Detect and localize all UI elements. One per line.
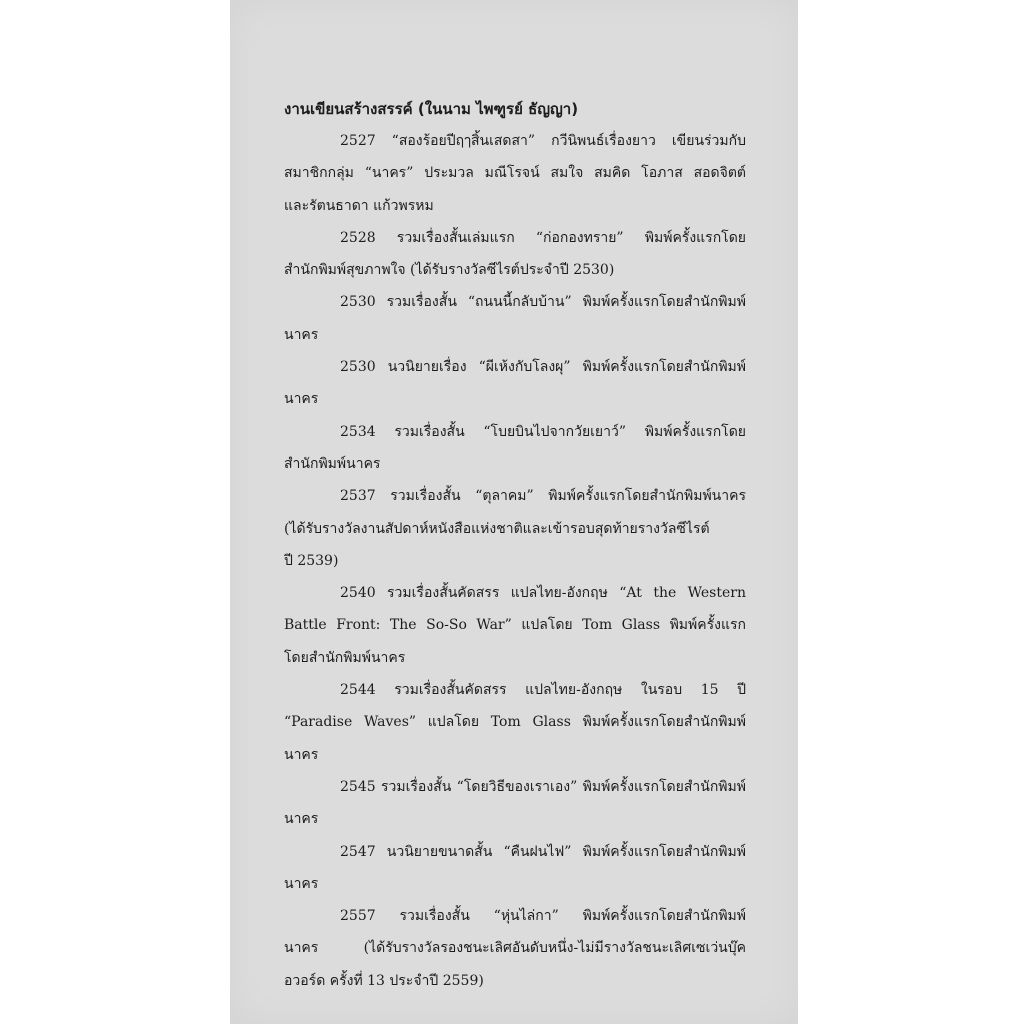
entry-line: 2537 รวมเรื่องสั้น “ตุลาคม” พิมพ์ครั้งแรกโดยสำนักพิมพ์นาคร: [340, 488, 746, 505]
section-heading: งานเขียนสร้างสรรค์ (ในนาม ไพฑูรย์ ธัญญา): [284, 100, 579, 118]
entry-line: โดยสำนักพิมพ์นาคร: [284, 649, 406, 666]
bibliography-entry: [284, 416, 746, 481]
bibliography-entry: [284, 125, 746, 222]
bibliography-entry: [284, 771, 746, 836]
entry-line: นาคร: [284, 746, 319, 763]
entry-line: Battle Front: The So-So War” แปลโดย Tom Glass พิมพ์ครั้งแรก: [284, 617, 746, 634]
entry-line: สมาชิกกลุ่ม “นาคร” ประมวล มณีโรจน์ สมใจ สมคิด โอภาส สอดจิตต์: [284, 165, 746, 182]
entry-line: นาคร (ได้รับรางวัลรองชนะเลิศอันดับหนึ่ง-ไม่มีรางวัลชนะเลิศเซเว่นบุ๊ค: [284, 940, 746, 957]
entry-line: 2540 รวมเรื่องสั้นคัดสรร แปลไทย-อังกฤษ “At the Western: [340, 585, 746, 602]
entry-line: 2557 รวมเรื่องสั้น “หุ่นไล่กา” พิมพ์ครั้งแรกโดยสำนักพิมพ์: [340, 908, 746, 925]
entry-line: 2527 “สองร้อยปีฤๅสิ้นเสดสา” กวีนิพนธ์เรื่องยาว เขียนร่วมกับ: [340, 133, 746, 149]
bibliography-entry: [284, 222, 746, 287]
entry-line: 2544 รวมเรื่องสั้นคัดสรร แปลไทย-อังกฤษ ในรอบ 15 ปี: [340, 682, 746, 699]
bibliography-entry: [284, 351, 746, 416]
entry-line: 2530 รวมเรื่องสั้น “ถนนนี้กลับบ้าน” พิมพ์ครั้งแรกโดยสำนักพิมพ์: [340, 294, 746, 311]
entry-line: 2545 รวมเรื่องสั้น “โดยวิธีของเราเอง” พิมพ์ครั้งแรกโดยสำนักพิมพ์: [340, 778, 746, 795]
entry-line: “Paradise Waves” แปลโดย Tom Glass พิมพ์ครั้งแรกโดยสำนักพิมพ์: [284, 714, 746, 731]
entry-line: ปี 2539): [284, 552, 339, 569]
entry-line: 2547 นวนิยายขนาดสั้น “คืนฝนไฟ” พิมพ์ครั้งแรกโดยสำนักพิมพ์: [340, 843, 746, 860]
entry-line: และรัตนธาดา แก้วพรหม: [284, 197, 434, 214]
bibliography-entry: [284, 836, 746, 901]
entry-list: [284, 125, 746, 997]
entry-line: นาคร: [284, 811, 319, 828]
bibliography-entry: [284, 674, 746, 771]
entry-line: นาคร: [284, 391, 319, 408]
entry-line: อวอร์ด ครั้งที่ 13 ประจำปี 2559): [284, 972, 484, 989]
entry-line: สำนักพิมพ์นาคร: [284, 455, 381, 472]
entry-line: 2528 รวมเรื่องสั้นเล่มแรก “ก่อกองทราย” พิมพ์ครั้งแรกโดย: [340, 229, 746, 246]
bibliography-entry: [284, 900, 746, 997]
bibliography-entry: [284, 480, 746, 577]
bibliography-entry: [284, 577, 746, 674]
entry-line: 2534 รวมเรื่องสั้น “โบยบินไปจากวัยเยาว์” พิมพ์ครั้งแรกโดย: [340, 423, 746, 440]
entry-line: นาคร: [284, 326, 319, 343]
bibliography-section: [284, 93, 746, 997]
entry-line: สำนักพิมพ์สุขภาพใจ (ได้รับรางวัลซีไรต์ประจำปี 2530): [284, 262, 615, 279]
entry-line: (ได้รับรางวัลงานสัปดาห์หนังสือแห่งชาติและเข้ารอบสุดท้ายรางวัลซีไรต์: [284, 520, 710, 537]
bibliography-entry: [284, 286, 746, 351]
entry-line: นาคร: [284, 875, 319, 892]
entry-line: 2530 นวนิยายเรื่อง “ผีเห้งกับโลงผุ” พิมพ์ครั้งแรกโดยสำนักพิมพ์: [340, 359, 746, 376]
